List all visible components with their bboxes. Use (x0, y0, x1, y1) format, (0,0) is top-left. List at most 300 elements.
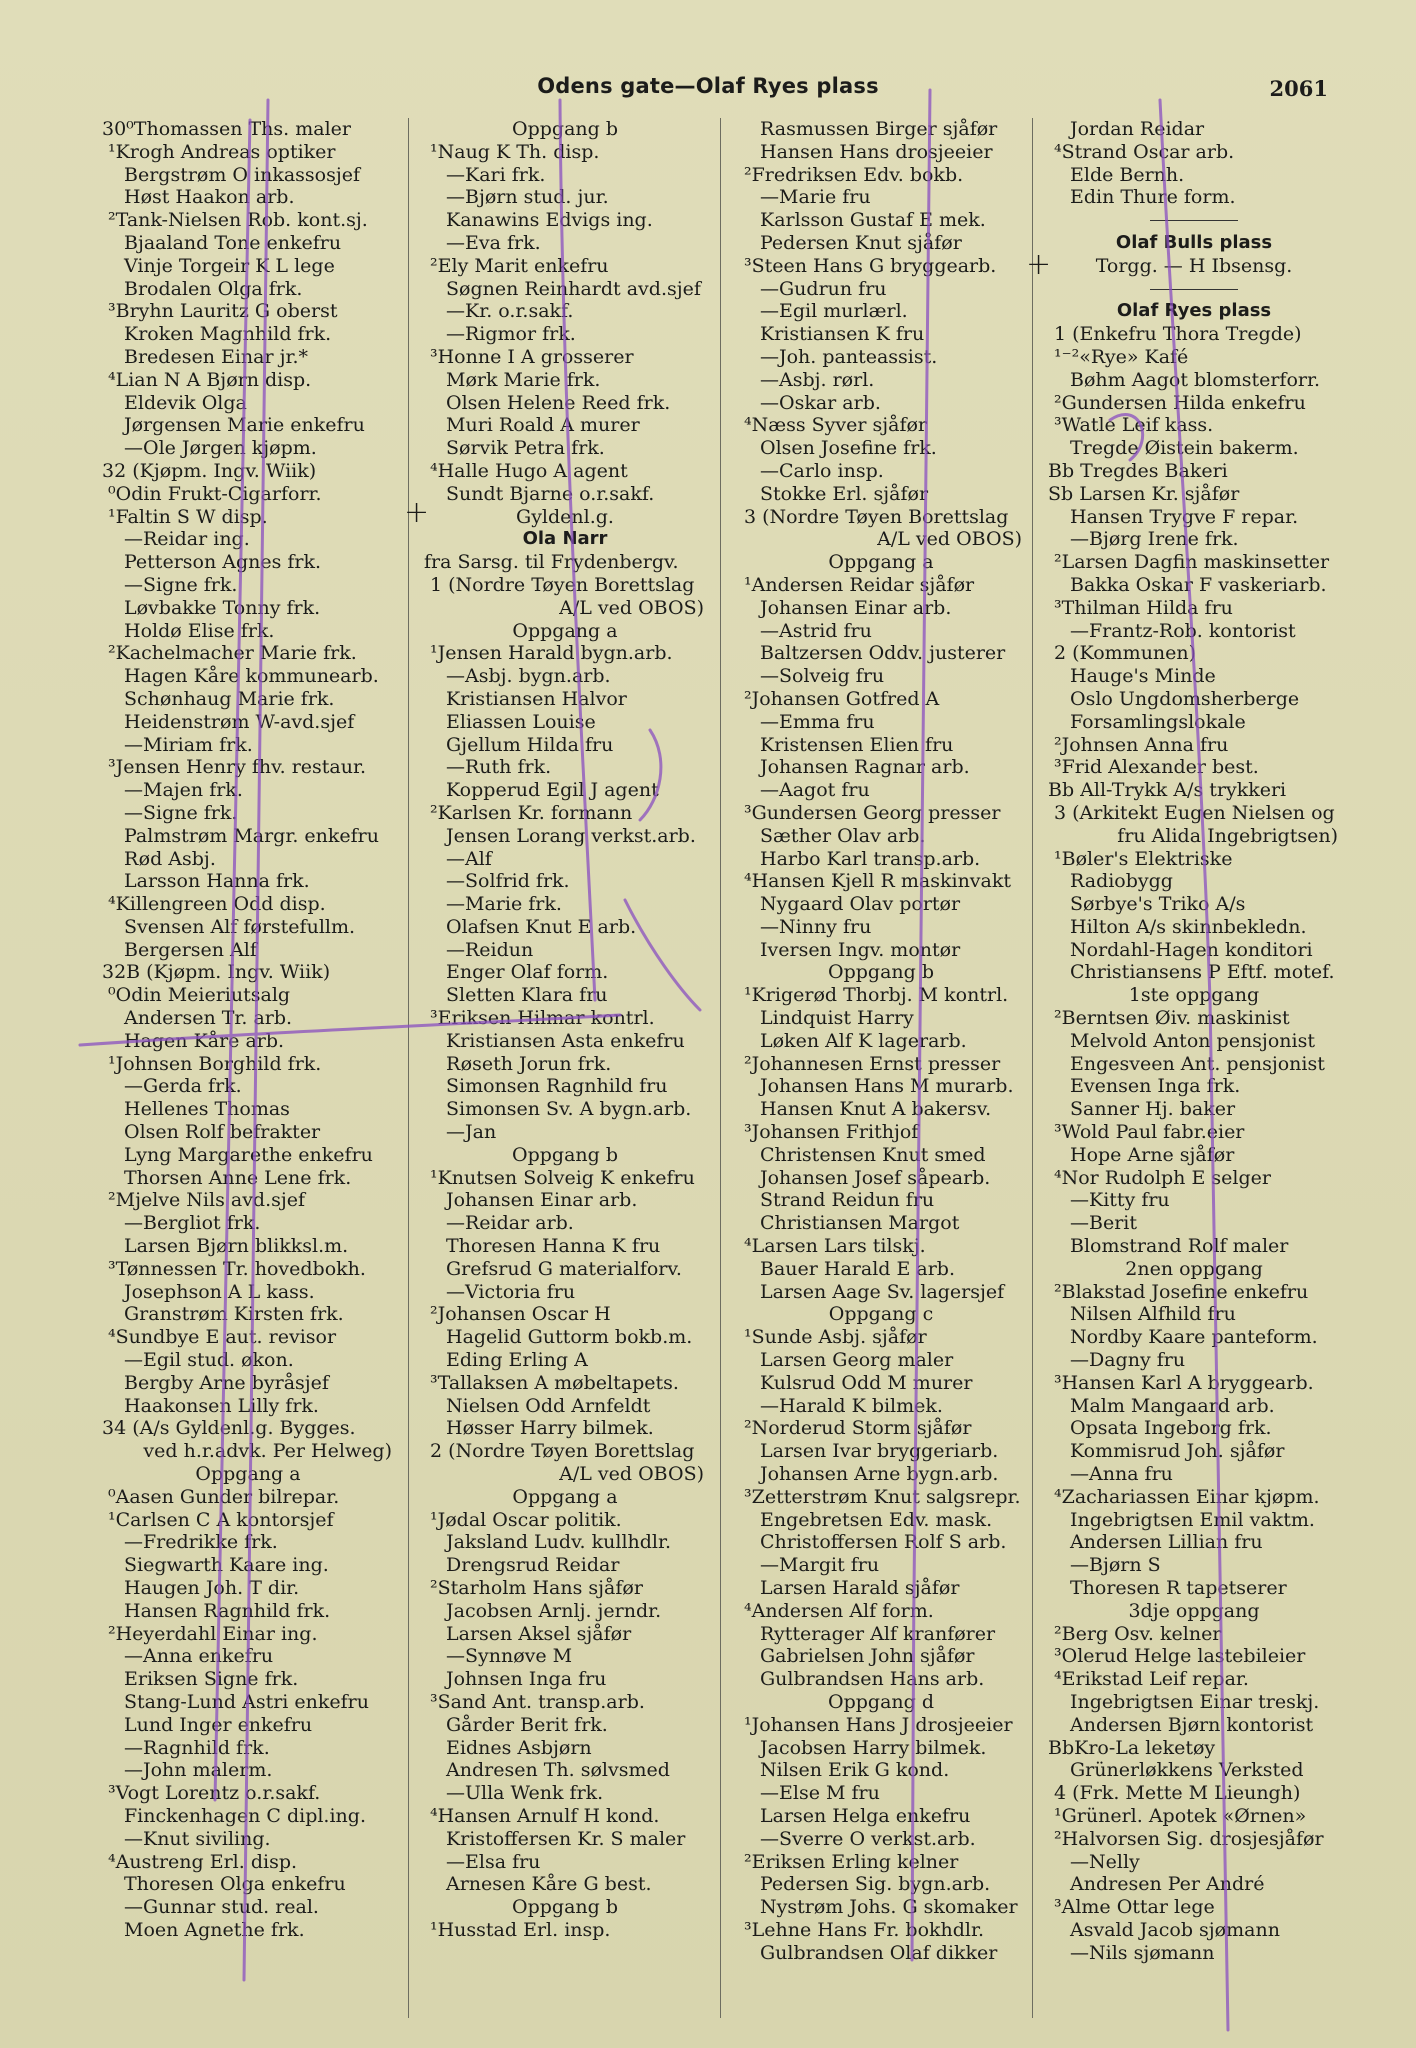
directory-entry: Bauer Harald E arb. (760, 1257, 956, 1280)
page-title: Odens gate—Olaf Ryes plass (537, 74, 879, 98)
directory-entry: Haakonsen Lilly frk. (124, 1394, 319, 1417)
directory-entry: Opsata Ingeborg frk. (1070, 1417, 1272, 1440)
directory-entry: Elde Bernh. (1070, 163, 1185, 186)
directory-entry: Sundt Bjarne o.r.sakf. (446, 482, 655, 505)
directory-entry: Sanner Hj. baker (1070, 1098, 1236, 1121)
cross-mark-icon: + (1026, 247, 1052, 282)
directory-entry: Kanawins Edvigs ing. (446, 209, 653, 232)
directory-entry: —Egil murlærl. (760, 300, 908, 323)
directory-entry: A/L ved OBOS) (559, 1463, 704, 1486)
entrance-label: Gyldenl.g. (516, 505, 614, 528)
directory-entry: 32B (Kjøpm. Ingv. Wiik) (102, 961, 331, 984)
entrance-label: 2nen oppgang (1125, 1257, 1263, 1280)
street-heading: Olaf Bulls plass (1115, 231, 1273, 253)
directory-entry: —Berit (1070, 1212, 1138, 1235)
street-heading: Olaf Ryes plass (1116, 300, 1272, 322)
street-heading: Ola Narr (522, 528, 608, 550)
directory-entry: ⁴Austreng Erl. disp. (108, 1850, 298, 1873)
directory-entry: Asvald Jacob sjømann (1070, 1918, 1280, 1941)
directory-entry: —Anna fru (1070, 1463, 1173, 1486)
entrance-label: 1ste oppgang (1128, 984, 1260, 1007)
directory-entry: Hansen Knut A bakersv. (760, 1098, 992, 1121)
directory-entry: —Alf (446, 847, 492, 870)
directory-entry: ⁴Hansen Arnulf H kond. (430, 1804, 660, 1827)
directory-entry: ¹Naug K Th. disp. (430, 140, 600, 163)
directory-entry: Røseth Jorun frk. (446, 1052, 612, 1075)
directory-entry: Bb All-Trykk A/s trykkeri (1048, 779, 1287, 802)
directory-entry: —Reidar arb. (446, 1212, 574, 1235)
directory-entry: ³Tallaksen A møbeltapets. (430, 1371, 679, 1394)
directory-entry: ³Eriksen Hilmar kontrl. (430, 1007, 655, 1030)
directory-entry: ¹Faltin S W disp. (108, 505, 268, 528)
directory-entry: Vinje Torgeir K L lege (124, 254, 335, 277)
directory-entry: Kristensen Elien fru (760, 733, 954, 756)
directory-entry: Sørbye's Triko A/s (1070, 893, 1246, 916)
directory-entry: ³Alme Ottar lege (1054, 1896, 1215, 1919)
directory-entry: ²Blakstad Josefine enkefru (1054, 1280, 1309, 1303)
directory-entry: Forsamlingslokale (1070, 710, 1246, 733)
directory-entry: Thorsen Anne Lene frk. (124, 1166, 352, 1189)
directory-entry: 1 (Nordre Tøyen Borettslag (430, 573, 695, 596)
directory-entry: Høst Haakon arb. (124, 186, 295, 209)
directory-entry: 2 (Kommunen) (1054, 642, 1197, 665)
directory-entry: —Signe frk. (124, 801, 238, 824)
directory-entry: fru Alida Ingebrigtsen) (1117, 824, 1338, 847)
directory-entry: —Jan (446, 1121, 497, 1144)
directory-entry: Nilsen Alfhild fru (1070, 1303, 1236, 1326)
entrance-label: Oppgang b (512, 118, 618, 140)
directory-entry: ¹Sunde Asbj. sjåfør (744, 1326, 927, 1349)
directory-entry: —Solfrid frk. (446, 870, 570, 893)
directory-entry: —Marie frk. (446, 893, 562, 916)
directory-entry: A/L ved OBOS) (559, 596, 704, 619)
directory-entry: Simonsen Sv. A bygn.arb. (446, 1098, 692, 1121)
directory-entry: —Nils sjømann (1070, 1941, 1215, 1964)
directory-entry: Ingebrigtsen Einar treskj. (1070, 1690, 1320, 1713)
directory-entry: BbKro-La leketøy (1048, 1736, 1216, 1759)
directory-entry: Oslo Ungdomsherberge (1070, 687, 1300, 710)
directory-entry: —Elsa fru (446, 1850, 541, 1873)
directory-entry: ²Johansen Gotfred A (744, 687, 940, 710)
directory-entry: Andersen Tr. arb. (124, 1007, 293, 1030)
directory-entry: —Asbj. rørl. (760, 368, 875, 391)
directory-entry: 2 (Nordre Tøyen Borettslag (430, 1440, 695, 1463)
directory-entry: Blomstrand Rolf maler (1070, 1235, 1289, 1258)
directory-entry: Christiansen Margot (760, 1212, 960, 1235)
directory-entry: —Nelly (1070, 1850, 1140, 1873)
directory-entry: Hope Arne sjåfør (1070, 1143, 1235, 1166)
column-divider (408, 118, 409, 2018)
directory-entry: A/L ved OBOS) (877, 528, 1022, 551)
directory-entry: ¹Grünerl. Apotek «Ørnen» (1054, 1804, 1307, 1827)
directory-entry: ²Kachelmacher Marie frk. (108, 642, 357, 665)
directory-entry: ³Lehne Hans Fr. bokhdlr. (744, 1918, 985, 1941)
directory-entry: Hagelid Guttorm bokb.m. (446, 1326, 693, 1349)
directory-entry: Larsen Aksel sjåfør (446, 1622, 632, 1645)
directory-entry: Nystrøm Johs. G skomaker (760, 1896, 1018, 1919)
directory-entry: Edin Thure form. (1070, 186, 1236, 209)
directory-entry: Johansen Arne bygn.arb. (760, 1463, 999, 1486)
entrance-label: 3dje oppgang (1128, 1599, 1260, 1622)
directory-entry: —Aagot fru (760, 779, 870, 802)
cross-mark-icon: + (404, 495, 430, 530)
directory-entry: —Carlo insp. (760, 459, 884, 482)
directory-entry: Gabrielsen John sjåfør (760, 1645, 975, 1668)
directory-entry: ²Starholm Hans sjåfør (430, 1577, 643, 1599)
directory-entry: 3 (Nordre Tøyen Borettslag (744, 505, 1009, 528)
directory-entry: ²Halvorsen Sig. drosjesjåfør (1054, 1827, 1324, 1850)
directory-entry: ¹⁻²«Rye» Kafé (1054, 345, 1189, 368)
directory-entry: Bredesen Einar jr.* (124, 345, 309, 368)
directory-entry: Tregde Øistein bakerm. (1070, 437, 1299, 460)
directory-entry: ⁴Zachariassen Einar kjøpm. (1054, 1485, 1320, 1508)
directory-entry: Nilsen Erik G kond. (760, 1759, 950, 1782)
directory-entry: Larsen Helga enkefru (760, 1804, 971, 1827)
directory-entry: Jacobsen Arnlj. jerndr. (446, 1599, 662, 1622)
column-divider (1032, 118, 1033, 2018)
directory-entry: Larsson Hanna frk. (124, 870, 310, 893)
directory-entry: Bergersen Alf (124, 938, 257, 961)
directory-entry: —Ole Jørgen kjøpm. (124, 437, 317, 460)
directory-entry: Larsen Aage Sv. lagersjef (760, 1280, 1005, 1303)
directory-entry: —Kitty fru (1070, 1189, 1170, 1212)
directory-entry: Arnesen Kåre G best. (446, 1873, 652, 1896)
directory-column-2 (412, 118, 718, 1942)
entrance-label: Oppgang a (195, 1463, 301, 1486)
directory-entry: —Egil stud. økon. (124, 1349, 294, 1372)
entrance-label: Torgg. — H Ibsensg. (1095, 254, 1293, 277)
directory-entry: Sæther Olav arb. (760, 824, 926, 847)
directory-entry: Bakka Oskar F vaskeriarb. (1070, 573, 1327, 596)
directory-entry: Jørgensen Marie enkefru (124, 414, 365, 437)
directory-entry: Gjellum Hilda fru (446, 733, 614, 756)
directory-entry: ²Johansen Oscar H (430, 1303, 611, 1326)
directory-entry: Hansen Trygve F repar. (1070, 505, 1299, 528)
directory-entry: Jacobsen Harry bilmek. (760, 1736, 987, 1759)
directory-entry: Hansen Hans drosjeeier (760, 140, 993, 163)
directory-entry: Simonsen Ragnhild fru (446, 1075, 668, 1098)
directory-entry: ²Berg Osv. kelner (1054, 1622, 1222, 1645)
directory-entry: ⁴Strand Oscar arb. (1054, 140, 1235, 163)
directory-entry: Rasmussen Birger sjåfør (760, 118, 998, 140)
directory-entry: Eidnes Asbjørn (446, 1736, 592, 1759)
directory-entry: ³Watle Leif kass. (1054, 414, 1214, 437)
directory-entry: Hagen Kåre arb. (124, 1029, 285, 1052)
directory-entry: ³Gundersen Georg presser (744, 801, 1001, 824)
directory-entry: Løken Alf K lagerarb. (760, 1029, 967, 1052)
entrance-label: Oppgang b (512, 1896, 618, 1919)
directory-entry: Evensen Inga frk. (1070, 1075, 1241, 1098)
entrance-label: Oppgang b (512, 1143, 618, 1166)
directory-entry: —Joh. panteassist. (760, 345, 938, 368)
directory-entry: ³Wold Paul fabr.eier (1054, 1121, 1245, 1144)
directory-entry: Johansen Ragnar arb. (760, 756, 970, 779)
directory-entry: Mørk Marie frk. (446, 368, 601, 391)
directory-entry: ²Karlsen Kr. formann (430, 801, 633, 824)
directory-entry: Thoresen Hanna K fru (446, 1235, 661, 1258)
directory-entry: Heidenstrøm W-avd.sjef (124, 710, 355, 733)
directory-entry: Lund Inger enkefru (124, 1713, 313, 1736)
directory-entry: ved h.r.advk. Per Helweg) (143, 1440, 392, 1463)
directory-entry: —Rigmor frk. (446, 323, 576, 346)
directory-entry: Malm Mangaard arb. (1070, 1394, 1275, 1417)
directory-entry: —Ragnhild frk. (124, 1736, 270, 1759)
directory-entry: Larsen Ivar bryggeriarb. (760, 1440, 999, 1463)
directory-entry: —Frantz-Rob. kontorist (1070, 619, 1296, 642)
directory-entry: —Margit fru (760, 1554, 880, 1577)
directory-entry: Stang-Lund Astri enkefru (124, 1690, 369, 1713)
directory-entry: —Signe frk. (124, 573, 238, 596)
directory-entry: ³Hansen Karl A bryggearb. (1054, 1371, 1314, 1394)
directory-entry: —Marie fru (760, 186, 871, 209)
directory-entry: ³Johansen Frithjof (744, 1121, 919, 1144)
entrance-label: Oppgang c (828, 1303, 934, 1326)
directory-entry: ¹Knutsen Solveig K enkefru (430, 1166, 695, 1189)
directory-entry: —Anna enkefru (124, 1645, 274, 1668)
directory-entry: ²Larsen Dagfin maskinsetter (1054, 551, 1330, 574)
directory-entry: ⁴Killengreen Odd disp. (108, 893, 326, 916)
directory-entry: —Eva frk. (446, 231, 541, 254)
directory-entry: —Bjørn stud. jur. (446, 186, 609, 209)
directory-entry: 32 (Kjøpm. Ingv. Wiik) (102, 459, 317, 482)
directory-entry: Johansen Josef såpearb. (760, 1166, 991, 1189)
directory-entry: —Harald K bilmek. (760, 1394, 943, 1417)
directory-entry: ²Tank-Nielsen Rob. kont.sj. (108, 209, 368, 232)
directory-entry: 30⁰Thomassen Ths. maler (102, 118, 351, 140)
directory-entry: Andresen Th. sølvsmed (446, 1759, 670, 1782)
directory-entry: ²Mjelve Nils avd.sjef (108, 1189, 306, 1212)
directory-entry: Radiobygg (1070, 870, 1173, 893)
directory-entry: Hauge's Minde (1070, 665, 1216, 688)
directory-entry: 3 (Arkitekt Eugen Nielsen og (1054, 801, 1335, 824)
directory-entry: Kopperud Egil J agent (446, 779, 659, 802)
directory-column-4 (1036, 118, 1352, 1965)
directory-entry: fra Sarsg. til Frydenbergv. (424, 551, 679, 574)
directory-entry: Muri Roald A murer (446, 414, 640, 437)
directory-entry: ³Zetterstrøm Knut salgsrepr. (744, 1485, 1021, 1508)
directory-entry: Karlsson Gustaf E mek. (760, 209, 986, 232)
directory-entry: Harbo Karl transp.arb. (760, 847, 981, 870)
directory-entry: —Majen frk. (124, 779, 243, 802)
directory-entry: —Bjørn S (1070, 1554, 1161, 1577)
directory-entry: Nordahl-Hagen konditori (1070, 938, 1313, 961)
directory-entry: —Kari frk. (446, 163, 546, 186)
directory-entry: ⁰Odin Frukt-Cigarforr. (108, 482, 322, 505)
directory-entry: ¹Krogh Andreas optiker (108, 140, 336, 163)
directory-entry: ²Gundersen Hilda enkefru (1054, 391, 1306, 414)
directory-entry: ¹Bøler's Elektriske (1054, 847, 1233, 870)
directory-entry: Nordby Kaare panteform. (1070, 1326, 1318, 1349)
directory-entry: ³Sand Ant. transp.arb. (430, 1690, 645, 1713)
entrance-label: Oppgang a (512, 1485, 618, 1508)
directory-entry: Johansen Einar arb. (446, 1189, 638, 1212)
directory-entry: Kroken Magnhild frk. (124, 323, 332, 346)
directory-entry: Bøhm Aagot blomsterforr. (1070, 368, 1321, 391)
directory-entry: ³Bryhn Lauritz G oberst (108, 300, 338, 323)
directory-entry: —Ruth frk. (446, 756, 552, 779)
directory-entry: ⁴Hansen Kjell R maskinvakt (744, 870, 1012, 893)
directory-entry: Christoffersen Rolf S arb. (760, 1531, 1007, 1554)
directory-entry: ²Eriksen Erling kelner (744, 1850, 959, 1873)
directory-entry: Finckenhagen C dipl.ing. (124, 1804, 366, 1827)
directory-entry: —Bjørg Irene frk. (1070, 528, 1239, 551)
directory-entry: Hagen Kåre kommunearb. (124, 665, 379, 688)
directory-entry: ⁰Odin Meieriutsalg (108, 984, 291, 1007)
directory-entry: ³Steen Hans G bryggearb. (744, 254, 997, 277)
directory-entry: Iversen Ingv. montør (760, 938, 961, 961)
directory-entry: —Kr. o.r.sakf. (446, 300, 574, 323)
directory-entry: Stokke Erl. sjåfør (760, 482, 929, 505)
directory-entry: ³Frid Alexander best. (1054, 756, 1259, 779)
directory-entry: ⁴Sundbye E aut. revisor (108, 1326, 337, 1349)
directory-entry: ³Honne I A grosserer (430, 345, 634, 368)
directory-entry: Pedersen Knut sjåfør (760, 231, 962, 254)
directory-entry: Schønhaug Marie frk. (124, 687, 335, 710)
directory-entry: ¹Jensen Harald bygn.arb. (430, 642, 673, 665)
directory-entry: Kristoffersen Kr. S maler (446, 1827, 686, 1850)
page-number: 2061 (1269, 76, 1328, 101)
directory-entry: —Miriam frk. (124, 733, 253, 756)
directory-entry: Kristiansen Halvor (446, 687, 627, 710)
directory-entry: —Reidun (446, 938, 534, 961)
directory-entry: Olafsen Knut E arb. (446, 915, 637, 938)
directory-entry: Ingebrigtsen Emil vaktm. (1070, 1508, 1315, 1531)
directory-entry: Jensen Lorang verkst.arb. (446, 824, 696, 847)
directory-entry: Bergstrøm O inkassosjef (124, 163, 361, 186)
directory-entry: ¹Johansen Hans J drosjeeier (744, 1713, 1013, 1736)
directory-entry: Hansen Ragnhild frk. (124, 1599, 331, 1622)
directory-entry: Kommisrud Joh. sjåfør (1070, 1440, 1285, 1463)
directory-entry: Eding Erling A (446, 1349, 588, 1372)
directory-entry: —Asbj. bygn.arb. (446, 665, 611, 688)
directory-entry: —Solveig fru (760, 665, 885, 688)
directory-entry: ²Johnsen Anna fru (1054, 733, 1229, 756)
directory-entry: Andresen Per André (1070, 1873, 1265, 1896)
directory-entry: Lyng Margarethe enkefru (124, 1143, 373, 1166)
directory-entry: Kulsrud Odd M murer (760, 1371, 973, 1394)
directory-entry: Nielsen Odd Arnfeldt (446, 1394, 651, 1417)
directory-entry: —Synnøve M (446, 1645, 573, 1668)
directory-entry: Palmstrøm Margr. enkefru (124, 824, 380, 847)
directory-entry: Hellenes Thomas (124, 1098, 290, 1121)
directory-entry: Jaksland Ludv. kullhdlr. (446, 1531, 672, 1554)
directory-entry: Engebretsen Edv. mask. (760, 1508, 993, 1531)
directory-entry: Johansen Hans M murarb. (760, 1075, 1014, 1098)
directory-entry: ²Ely Marit enkefru (430, 254, 609, 277)
directory-entry: 1 (Enkefru Thora Tregde) (1054, 323, 1302, 346)
directory-entry: ³Jensen Henry fhv. restaur. (108, 756, 367, 779)
directory-entry: Moen Agnethe frk. (124, 1918, 305, 1941)
directory-entry: Sb Larsen Kr. sjåfør (1048, 482, 1240, 505)
directory-entry: Josephson A L kass. (124, 1280, 315, 1303)
directory-entry: Søgnen Reinhardt avd.sjef (446, 277, 701, 300)
directory-entry: —Reidar ing. (124, 528, 250, 551)
directory-entry: —Fredrikke frk. (124, 1531, 278, 1554)
directory-entry: Engesveen Ant. pensjonist (1070, 1052, 1325, 1075)
directory-entry: Haugen Joh. T dir. (124, 1577, 300, 1599)
directory-entry: Drengsrud Reidar (446, 1554, 620, 1577)
directory-entry: ⁴Nor Rudolph E selger (1054, 1166, 1271, 1189)
directory-entry: —Emma fru (760, 710, 875, 733)
directory-entry: —Bergliot frk. (124, 1212, 261, 1235)
directory-entry: ⁴Halle Hugo A agent (430, 459, 628, 482)
directory-entry: Holdø Elise frk. (124, 619, 275, 642)
directory-entry: Thoresen R tapetserer (1070, 1577, 1287, 1599)
entrance-label: Oppgang d (828, 1690, 934, 1713)
directory-entry: Nygaard Olav portør (760, 893, 961, 916)
directory-entry: —Oskar arb. (760, 391, 881, 414)
directory-entry: Petterson Agnes frk. (124, 551, 322, 574)
directory-entry: Bergby Arne byråsjef (124, 1371, 329, 1394)
directory-entry: Pedersen Sig. bygn.arb. (760, 1873, 991, 1896)
directory-entry: Granstrøm Kirsten frk. (124, 1303, 344, 1326)
directory-entry: Sletten Klara fru (446, 984, 608, 1007)
directory-entry: Andersen Bjørn kontorist (1070, 1713, 1314, 1736)
directory-entry: Rytterager Alf kranfører (760, 1622, 996, 1645)
directory-entry: ¹Johnsen Borghild frk. (108, 1052, 322, 1075)
directory-entry: Enger Olaf form. (446, 961, 609, 984)
column-divider (720, 118, 721, 2018)
directory-entry: Siegwarth Kaare ing. (124, 1554, 329, 1577)
directory-entry: ¹Carlsen C A kontorsjef (108, 1508, 334, 1531)
directory-entry: Andersen Lillian fru (1070, 1531, 1263, 1554)
entrance-label: Oppgang b (828, 961, 934, 984)
directory-entry: Gulbrandsen Olaf dikker (760, 1941, 998, 1964)
directory-entry: ³Thilman Hilda fru (1054, 596, 1233, 619)
directory-entry: Larsen Georg maler (760, 1349, 954, 1372)
directory-entry: ⁴Næss Syver sjåfør (744, 414, 928, 437)
directory-entry: ²Johannesen Ernst presser (744, 1052, 1001, 1075)
directory-entry: Eriksen Signe frk. (124, 1668, 299, 1691)
directory-entry: Baltzersen Oddv. justerer (760, 642, 1006, 665)
entrance-label: Oppgang a (828, 551, 934, 574)
directory-entry: Christiansens P Eftf. motef. (1070, 961, 1335, 984)
directory-entry: Johansen Einar arb. (760, 596, 952, 619)
directory-entry: Thoresen Olga enkefru (124, 1873, 346, 1896)
directory-entry: Jordan Reidar (1070, 118, 1205, 140)
directory-entry: Kristiansen K fru (760, 323, 925, 346)
directory-entry: Grünerløkkens Verksted (1070, 1759, 1304, 1782)
directory-entry: Johnsen Inga fru (446, 1668, 607, 1691)
directory-entry: —Astrid fru (760, 619, 872, 642)
directory-entry: Gulbrandsen Hans arb. (760, 1668, 985, 1691)
directory-entry: 34 (A/s Gyldenl.g. Bygges. (102, 1417, 356, 1440)
directory-entry: Strand Reidun fru (760, 1189, 935, 1212)
directory-entry: ²Heyerdahl Einar ing. (108, 1622, 318, 1645)
section-rule (1036, 209, 1352, 232)
directory-entry: Eldevik Olga (124, 391, 247, 414)
directory-entry: —Ulla Wenk frk. (446, 1782, 604, 1805)
directory-entry: ⁴Lian N A Bjørn disp. (108, 368, 312, 391)
directory-entry: —Victoria fru (446, 1280, 576, 1303)
directory-entry: Rød Asbj. (124, 847, 216, 870)
directory-entry: Grefsrud G materialforv. (446, 1257, 682, 1280)
directory-entry: ⁴Larsen Lars tilskj. (744, 1235, 926, 1258)
directory-entry: 4 (Frk. Mette M Lieungh) (1054, 1782, 1301, 1805)
directory-entry: —Gudrun fru (760, 277, 887, 300)
directory-entry: Sørvik Petra frk. (446, 437, 605, 460)
directory-entry: Bb Tregdes Bakeri (1048, 459, 1228, 482)
directory-entry: ¹Krigerød Thorbj. M kontrl. (744, 984, 1009, 1007)
directory-entry: Larsen Harald sjåfør (760, 1577, 960, 1599)
directory-entry: ⁰Aasen Gunder bilrepar. (108, 1485, 340, 1508)
directory-entry: Olsen Rolf befrakter (124, 1121, 321, 1144)
directory-entry: —Dagny fru (1070, 1349, 1186, 1372)
directory-entry: ⁴Andersen Alf form. (744, 1599, 934, 1622)
directory-entry: Melvold Anton pensjonist (1070, 1029, 1315, 1052)
directory-entry: Brodalen Olga frk. (124, 277, 303, 300)
section-rule (1036, 278, 1352, 301)
